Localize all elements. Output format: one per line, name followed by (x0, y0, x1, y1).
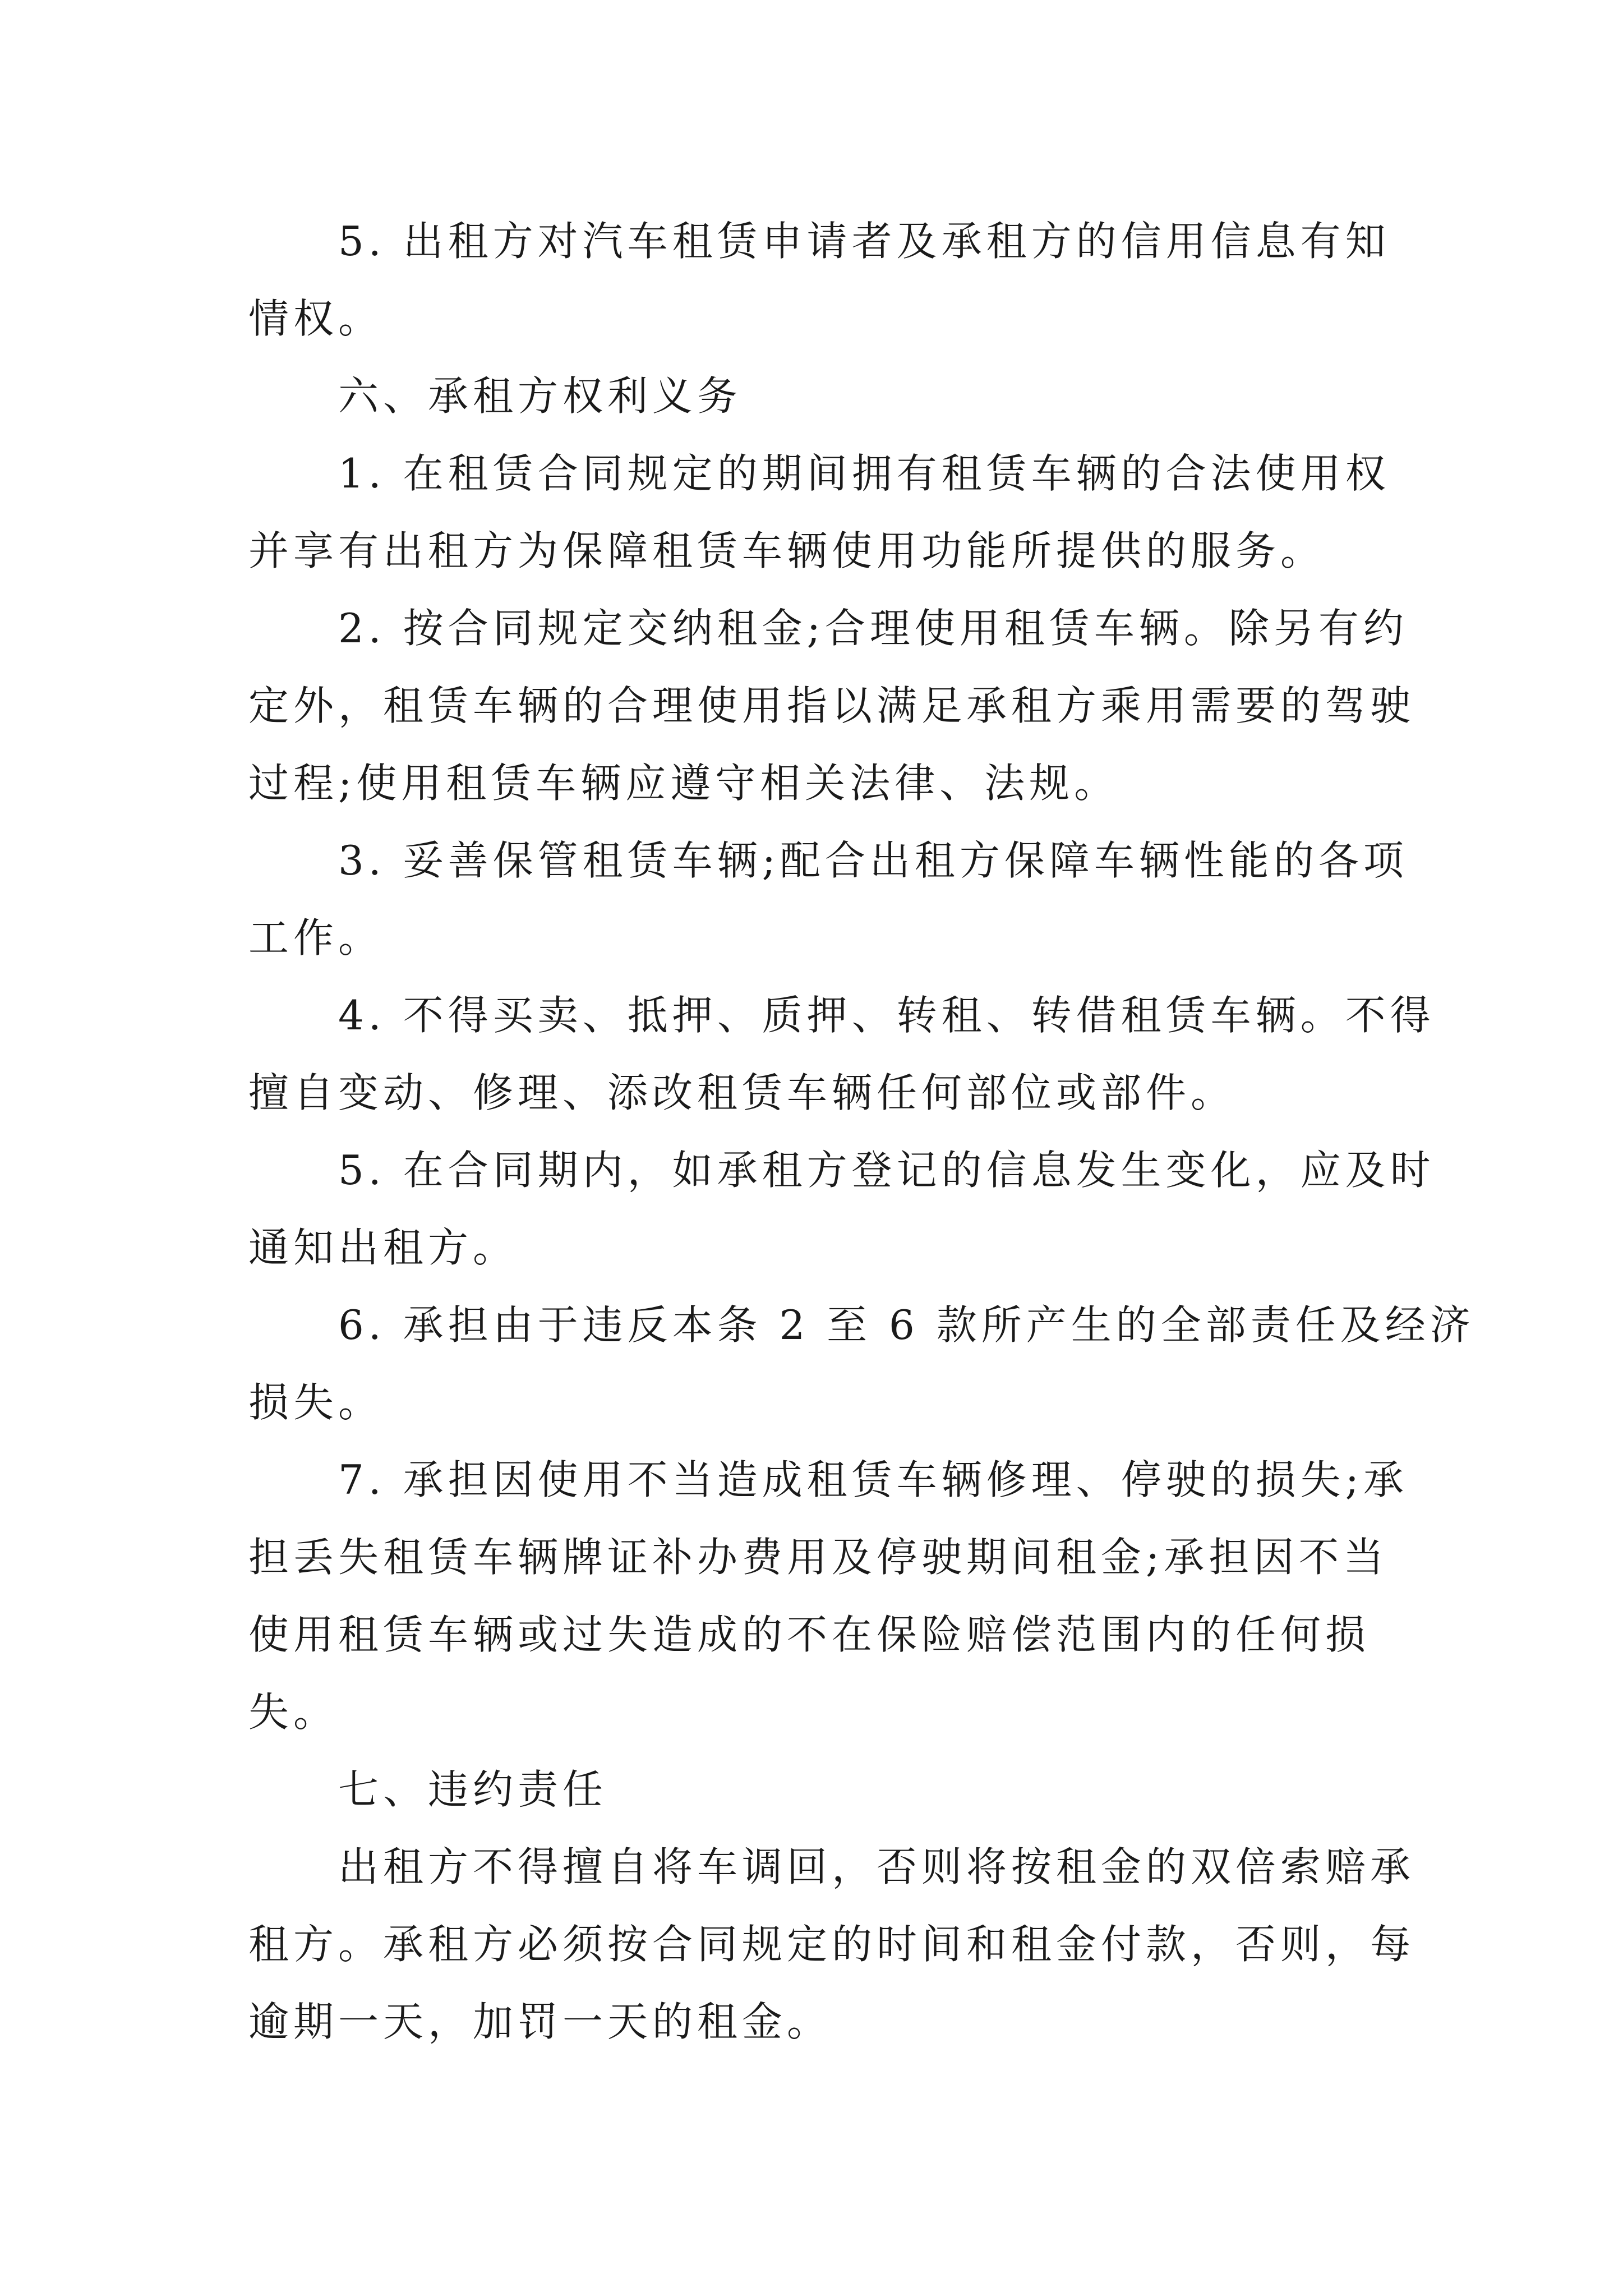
text-line: 出租方不得擅自将车调回，否则将按租金的双倍索赔承 (338, 1843, 1415, 1890)
text-line: 担丢失租赁车辆牌证补办费用及停驶期间租金;承担因不当 (248, 1534, 1389, 1581)
text-line: 逾期一天，加罚一天的租金。 (248, 1998, 832, 2045)
text-line: 定外，租赁车辆的合理使用指以满足承租方乘用需要的驾驶 (248, 682, 1415, 729)
heading-text: 七、违约责任 (338, 1766, 608, 1813)
text-line: 5. 在合同期内，如承租方登记的信息发生变化，应及时 (338, 1147, 1435, 1194)
text-line: 工作。 (248, 914, 384, 961)
text-line: 5. 出租方对汽车租赁申请者及承租方的信用信息有知 (338, 218, 1390, 265)
text-line: 1. 在租赁合同规定的期间拥有租赁车辆的合法使用权 (338, 450, 1390, 497)
text-line: 6. 承担由于违反本条 2 至 6 款所产生的全部责任及经济 (338, 1301, 1475, 1349)
text-line: 使用租赁车辆或过失造成的不在保险赔偿范围内的任何损 (248, 1611, 1371, 1658)
text-line: 损失。 (248, 1379, 384, 1426)
text-line: 并享有出租方为保障租赁车辆使用功能所提供的服务。 (248, 527, 1326, 574)
text-line: 4. 不得买卖、抵押、质押、转租、转借租赁车辆。不得 (338, 992, 1435, 1039)
text-line: 过程;使用租赁车辆应遵守相关法律、法规。 (248, 760, 1119, 807)
heading-text: 六、承租方权利义务 (338, 372, 743, 420)
text-line: 擅自变动、修理、添改租赁车辆任何部位或部件。 (248, 1069, 1236, 1116)
text-line: 3. 妥善保管租赁车辆;配合出租方保障车辆性能的各项 (338, 837, 1408, 884)
text-line: 租方。承租方必须按合同规定的时间和租金付款，否则，每 (248, 1921, 1415, 1968)
text-line: 7. 承担因使用不当造成租赁车辆修理、停驶的损失;承 (338, 1456, 1408, 1503)
text-line: 失。 (248, 1688, 339, 1736)
text-line: 情权。 (248, 295, 384, 342)
text-line: 2. 按合同规定交纳租金;合理使用租赁车辆。除另有约 (338, 605, 1408, 652)
text-line: 通知出租方。 (248, 1224, 518, 1271)
